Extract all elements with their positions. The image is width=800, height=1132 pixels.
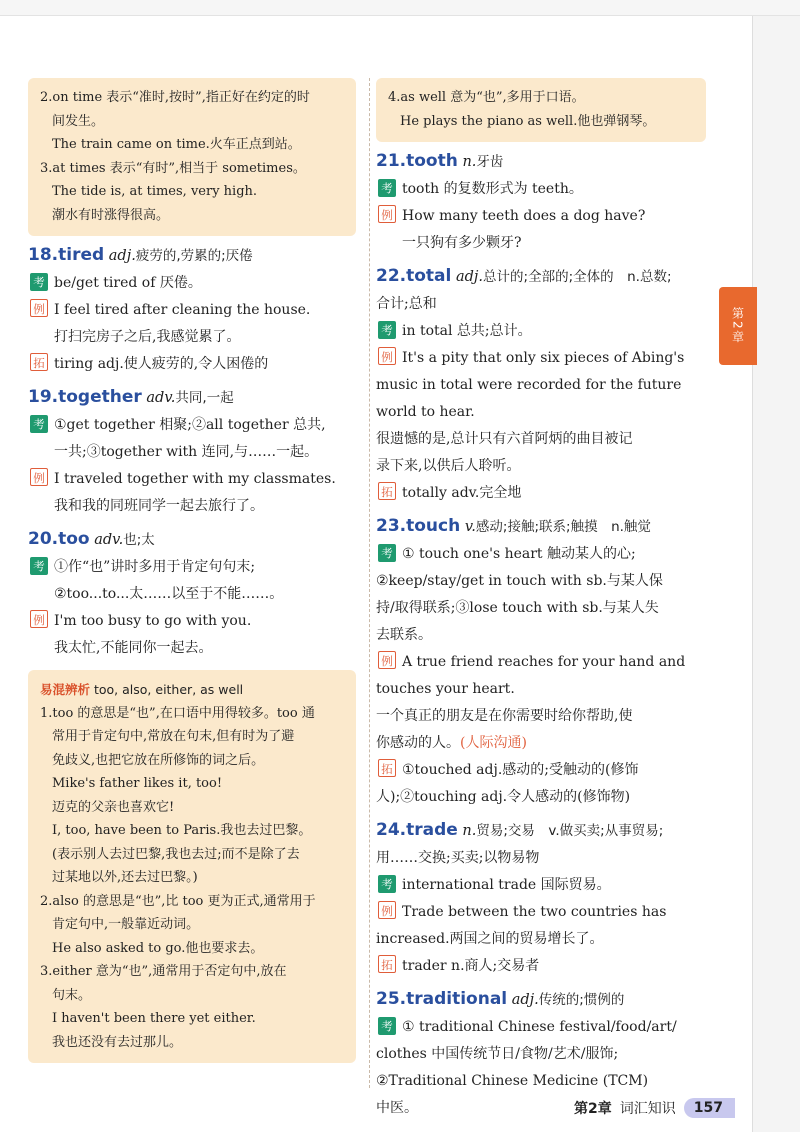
headword: tired [58, 245, 105, 265]
headword: tooth [406, 151, 458, 171]
exam-point-icon: 考 [378, 875, 396, 893]
right-column [376, 78, 706, 1122]
entry-line [376, 372, 706, 399]
entry-number: 19. [28, 387, 59, 407]
entry-line [28, 466, 356, 493]
entry-line [28, 324, 356, 351]
vocab-entry-tooth [376, 148, 706, 257]
entry-headword [376, 817, 706, 845]
box-line: (表示别人去过巴黎,我也去过;而不是除了去 [52, 846, 300, 862]
extension-icon: 拓 [378, 955, 396, 973]
entry-line [376, 622, 706, 649]
definition: 贸易;交易 v.做买卖;从事贸易; [476, 823, 664, 839]
entry-line [376, 230, 706, 257]
entry-number: 24. [376, 820, 407, 840]
chapter-tab[interactable]: 第2章 [719, 287, 757, 365]
entry-line [28, 439, 356, 466]
entry-line [376, 568, 706, 595]
vocab-entry-touch [376, 513, 706, 811]
definition: 总计的;全部的;全体的 n.总数; [483, 269, 672, 285]
part-of-speech: n. [462, 823, 477, 839]
part-of-speech: adj. [511, 992, 539, 1008]
example-icon: 例 [30, 468, 48, 486]
exam-point-icon: 考 [378, 1017, 396, 1035]
entry-line [376, 926, 706, 953]
entry-text: be/get tired of 厌倦。 [54, 275, 202, 291]
entry-text: 录下来,以供后人聆听。 [376, 458, 521, 474]
box-line: 免歧义,也把它放在所修饰的词之后。 [52, 752, 265, 768]
entry-text: 持/取得联系;③lose touch with sb.与某人失 [376, 600, 659, 616]
entry-text: clothes 中国传统节日/食物/艺术/服饰; [376, 1046, 619, 1062]
confusable-label: 易混辨析 [40, 682, 91, 697]
entry-text: 很遗憾的是,总计只有六首阿炳的曲目被记 [376, 431, 633, 447]
page-number: 157 [684, 1098, 735, 1118]
headword: too [58, 529, 90, 549]
entry-text: 一只狗有多少颗牙? [402, 235, 522, 251]
entry-text: 一个真正的朋友是在你需要时给你帮助,使 [376, 708, 633, 724]
entry-text: 你感动的人。 [376, 735, 460, 751]
definition: 疲劳的,劳累的;厌倦 [135, 248, 253, 264]
definition: 感动;接触;联系;触摸 n.触觉 [475, 519, 651, 535]
entry-line [376, 399, 706, 426]
part-of-speech: adj. [108, 248, 136, 264]
entry-text: totally adv.完全地 [402, 485, 522, 501]
entry-text: tiring adj.使人疲劳的,令人困倦的 [54, 356, 269, 372]
entry-text: ②Traditional Chinese Medicine (TCM) [376, 1073, 649, 1089]
vocab-entry-together [28, 384, 356, 520]
entry-line [376, 703, 706, 730]
entry-text: A true friend reaches for your hand and [402, 654, 686, 670]
entry-text: international trade 国际贸易。 [402, 877, 611, 893]
entry-headword [376, 513, 706, 541]
entry-line [376, 784, 706, 811]
box-line: 2.on time 表示“准时,按时”,指正好在约定的时 [40, 90, 310, 105]
entry-line [376, 649, 706, 676]
definition: 传统的;惯例的 [538, 992, 625, 1008]
box-line: 迈克的父亲也喜欢它! [52, 799, 175, 815]
box-line: 4.as well 意为“也”,多用于口语。 [388, 90, 585, 105]
part-of-speech: n. [462, 154, 477, 170]
exam-point-icon: 考 [378, 544, 396, 562]
box-line: 常用于肯定句中,常放在句末,但有时为了避 [52, 729, 295, 744]
entry-number: 23. [376, 516, 407, 536]
entry-number: 25. [376, 989, 407, 1009]
entry-line [376, 730, 706, 757]
vocab-entry-total [376, 263, 706, 507]
entry-text: Trade between the two countries has [402, 904, 667, 920]
entry-line [376, 676, 706, 703]
entry-line [376, 1014, 706, 1041]
entry-text: 合计;总和 [376, 296, 437, 312]
entry-text: I feel tired after cleaning the house. [54, 302, 311, 318]
headword: touch [406, 516, 461, 536]
entry-line [28, 493, 356, 520]
box-line: Mike's father likes it, too! [52, 776, 223, 791]
exam-point-icon: 考 [30, 273, 48, 291]
box-line: 潮水有时涨得很高。 [52, 207, 170, 223]
column-divider [369, 78, 370, 1088]
usage-note-box [28, 78, 356, 236]
vocab-entry-tired [28, 242, 356, 378]
headword: total [406, 266, 452, 286]
entry-line [376, 291, 706, 318]
entry-text: touches your heart. [376, 681, 515, 697]
entry-line [28, 270, 356, 297]
entry-text: increased.两国之间的贸易增长了。 [376, 931, 604, 947]
box-line: 1.too 的意思是“也”,在口语中用得较多。too 通 [40, 705, 315, 721]
entry-text: ① traditional Chinese festival/food/art/ [402, 1019, 677, 1035]
entry-text: 用……交换;买卖;以物易物 [376, 850, 540, 866]
footer-chapter: 第2章 [574, 1101, 612, 1117]
definition: 也;太 [123, 532, 155, 548]
exam-point-icon: 考 [30, 557, 48, 575]
entry-headword [376, 986, 706, 1014]
vocab-entry-too [28, 526, 356, 662]
entry-line [28, 351, 356, 378]
entry-text: ②keep/stay/get in touch with sb.与某人保 [376, 573, 663, 589]
box-line: The tide is, at times, very high. [52, 184, 258, 199]
entry-line [376, 845, 706, 872]
entry-text: 打扫完房子之后,我感觉累了。 [54, 329, 241, 345]
entry-number: 22. [376, 266, 407, 286]
headword: together [58, 387, 142, 407]
definition: 共同,一起 [175, 390, 234, 406]
entry-number: 21. [376, 151, 407, 171]
vocab-entry-trade [376, 817, 706, 980]
entry-line [28, 554, 356, 581]
entry-text: ① touch one's heart 触动某人的心; [402, 546, 636, 562]
entry-text: tooth 的复数形式为 teeth。 [402, 181, 583, 197]
entries-right [376, 148, 706, 1122]
entry-text: ①作“也”讲时多用于肯定句句末; [54, 559, 256, 575]
entry-text: I traveled together with my classmates. [54, 471, 336, 487]
entry-line [376, 318, 706, 345]
confusable-words-box [28, 670, 356, 1063]
entry-text: It's a pity that only six pieces of Abing's [402, 350, 685, 366]
box-line: I haven't been there yet either. [52, 1011, 256, 1026]
left-column [28, 78, 356, 1063]
box-line: 3.at times 表示“有时”,相当于 sometimes。 [40, 160, 306, 176]
box-line: The train came on time.火车正点到站。 [52, 137, 301, 152]
entry-headword [28, 384, 356, 412]
box-line: 句末。 [52, 987, 92, 1003]
headword: trade [406, 820, 458, 840]
example-icon: 例 [378, 205, 396, 223]
entry-number: 20. [28, 529, 59, 549]
top-page-strip [0, 0, 800, 16]
entry-text: music in total were recorded for the future [376, 377, 682, 393]
entries-left [28, 242, 356, 662]
entry-line [376, 480, 706, 507]
box-line: 我也还没有去过那儿。 [52, 1034, 183, 1050]
entry-text: ①get together 相聚;②all together 总共, [54, 417, 326, 433]
entry-line [376, 345, 706, 372]
entry-line [376, 1068, 706, 1095]
entry-headword [28, 526, 356, 554]
extension-icon: 拓 [30, 353, 48, 371]
part-of-speech: adj. [455, 269, 484, 285]
entry-line [28, 581, 356, 608]
entry-line [376, 595, 706, 622]
entry-headword [376, 148, 706, 176]
confusable-words: too, also, either, as well [90, 682, 244, 697]
entry-line [28, 608, 356, 635]
entry-line [376, 899, 706, 926]
box-line: 2.also 的意思是“也”,比 too 更为正式,通常用于 [40, 893, 316, 909]
entry-text: world to hear. [376, 404, 475, 420]
entry-text: I'm too busy to go with you. [54, 613, 252, 629]
entry-text: ①touched adj.感动的;受触动的(修饰 [402, 762, 639, 778]
entry-text: 我太忙,不能同你一起去。 [54, 640, 213, 656]
confusable-heading [40, 678, 344, 702]
box-line: 间发生。 [52, 113, 105, 129]
extension-icon: 拓 [378, 482, 396, 500]
exam-point-icon: 考 [378, 179, 396, 197]
page-right-margin [752, 16, 800, 1132]
entry-text: ②too...to...太……以至于不能……。 [54, 586, 284, 602]
entry-headword [28, 242, 356, 270]
entry-line [376, 541, 706, 568]
definition: 牙齿 [476, 154, 504, 170]
entry-line [376, 426, 706, 453]
box-line: I, too, have been to Paris.我也去过巴黎。 [52, 823, 312, 838]
entry-text: 一共;③together with 连同,与……一起。 [54, 444, 319, 460]
part-of-speech: v. [464, 519, 476, 535]
entry-line [376, 176, 706, 203]
entry-text: 人);②touching adj.令人感动的(修饰物) [376, 789, 631, 805]
box-line: 3.either 意为“也”,通常用于否定句中,放在 [40, 964, 287, 979]
box-line: He also asked to go.他也要求去。 [52, 940, 264, 956]
box-line: He plays the piano as well.他也弹钢琴。 [400, 113, 656, 129]
entry-text: trader n.商人;交易者 [402, 958, 540, 974]
headword: traditional [406, 989, 508, 1009]
entry-line [376, 872, 706, 899]
entry-line [28, 635, 356, 662]
example-icon: 例 [378, 651, 396, 669]
part-of-speech: adv. [146, 390, 176, 406]
entry-text: in total 总共;总计。 [402, 323, 532, 339]
topic-note: (人际沟通) [460, 735, 527, 751]
entry-line [376, 453, 706, 480]
entry-line [28, 297, 356, 324]
footer-title: 词汇知识 [619, 1101, 676, 1117]
usage-note-box-right [376, 78, 706, 142]
entry-text: 我和我的同班同学一起去旅行了。 [54, 498, 264, 514]
entry-line [376, 757, 706, 784]
entry-line [28, 412, 356, 439]
entry-line [376, 1041, 706, 1068]
entry-text: 去联系。 [376, 627, 432, 643]
entry-headword [376, 263, 706, 291]
page-footer [574, 1095, 735, 1121]
example-icon: 例 [378, 901, 396, 919]
box-line: 过某地以外,还去过巴黎。) [52, 870, 198, 885]
entry-line [376, 953, 706, 980]
entry-number: 18. [28, 245, 59, 265]
example-icon: 例 [30, 610, 48, 628]
entry-line [376, 203, 706, 230]
part-of-speech: adv. [94, 532, 124, 548]
example-icon: 例 [378, 347, 396, 365]
example-icon: 例 [30, 299, 48, 317]
extension-icon: 拓 [378, 759, 396, 777]
entry-text: 中医。 [376, 1100, 418, 1116]
box-line: 肯定句中,一般靠近动词。 [52, 917, 200, 932]
exam-point-icon: 考 [378, 321, 396, 339]
exam-point-icon: 考 [30, 415, 48, 433]
entry-text: How many teeth does a dog have? [402, 208, 646, 224]
